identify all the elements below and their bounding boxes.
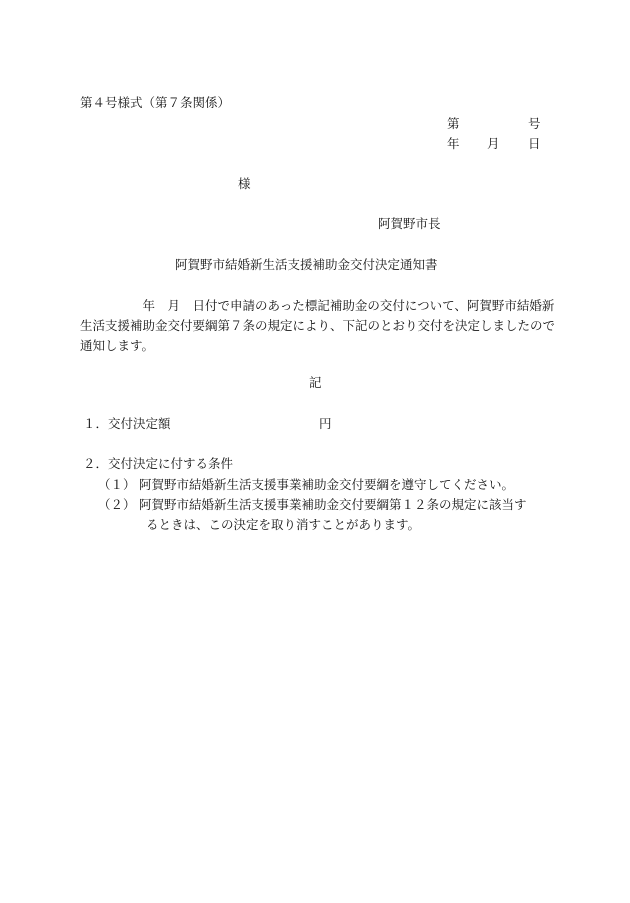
conditions-label: ２．交付決定に付する条件 [83, 456, 234, 471]
condition-2-marker: （２） [98, 497, 136, 512]
date-month-label: 月 [487, 136, 500, 151]
decision-amount-label: １．交付決定額 [83, 416, 171, 431]
condition-1-text: 阿賀野市結婚新生活支援事業補助金交付要綱を遵守してください。 [139, 477, 515, 492]
document-number-suffix: 号 [528, 116, 541, 131]
decision-amount-unit: 円 [319, 416, 332, 431]
form-label: 第４号様式（第７条関係） [80, 95, 231, 110]
date-day-label: 日 [528, 136, 541, 151]
date-year-label: 年 [447, 136, 460, 151]
body-paragraph: 年 月 日付で申請のあった標記補助金の交付について、阿賀野市結婚新生活支援補助金交付要綱第７条の規定により、下記のとおり交付を決定しましたので通知します。 [80, 298, 556, 353]
condition-1-marker: （１） [98, 477, 136, 492]
condition-2-text-line2: るときは、この決定を取り消すことがあります。 [146, 517, 421, 532]
note-heading: 記 [309, 375, 322, 390]
addressee-suffix: 様 [238, 176, 251, 191]
condition-2-text-line1: 阿賀野市結婚新生活支援事業補助金交付要綱第１２条の規定に該当す [139, 497, 527, 512]
document-number-prefix: 第 [447, 116, 460, 131]
document-title: 阿賀野市結婚新生活支援補助金交付決定通知書 [175, 257, 438, 272]
sender-name: 阿賀野市長 [378, 216, 441, 231]
